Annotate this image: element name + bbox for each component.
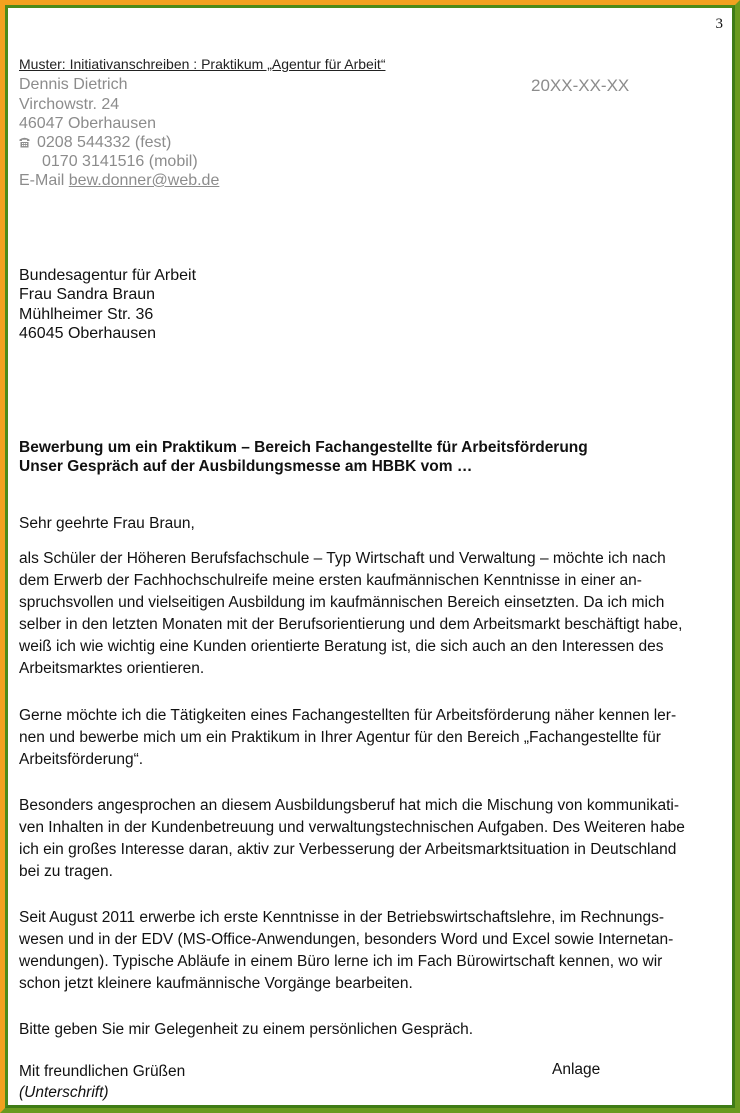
- sender-city: 46047 Oberhausen: [19, 115, 156, 132]
- signature-placeholder: (Unterschrift): [19, 1084, 109, 1101]
- paragraph-line: wendungen). Typische Abläufe in einem Büro lerne ich im Fach Bürowirtschaft kennen, wo wir: [19, 953, 663, 970]
- page-number: 3: [715, 16, 723, 32]
- sender-phone-mobile: 0170 3141516 (mobil): [42, 153, 198, 170]
- paragraph-line: ven Inhalten in der Kundenbetreuung und verwaltungstechnischen Aufgaben. Des Weiteren habe: [19, 819, 685, 836]
- paragraph-line: wesen und in der EDV (MS-Office-Anwendungen, besonders Word und Excel sowie Internetan-: [19, 931, 674, 948]
- salutation: Sehr geehrte Frau Braun,: [19, 515, 195, 532]
- recipient-org: Bundesagentur für Arbeit: [19, 267, 197, 284]
- email-link[interactable]: bew.donner@web.de: [68, 172, 220, 189]
- paragraph-line: selber in den letzten Monaten mit der Berufsorientierung und dem Arbeitsmarkt beschäftigt habe,: [19, 616, 683, 633]
- paragraph-line: Gerne möchte ich die Tätigkeiten eines Fachangestellten für Arbeitsförderung näher kennen ler-: [19, 707, 677, 724]
- paragraph-line: weiß ich wie wichtig eine Kunden orientierte Beratung ist, die sich auch an den Interessen des: [19, 638, 664, 655]
- paragraph-line: schon jetzt kleinere kaufmännische Vorgänge bearbeiten.: [19, 975, 413, 992]
- email-label: E-Mail: [19, 172, 69, 189]
- paragraph-line: Arbeitsförderung“.: [19, 751, 144, 768]
- paragraph-line: Bitte geben Sie mir Gelegenheit zu einem persönlichen Gespräch.: [19, 1021, 474, 1038]
- paragraph-line: bei zu tragen.: [19, 863, 113, 880]
- recipient-city: 46045 Oberhausen: [19, 325, 156, 342]
- letter-date: 20XX-XX-XX: [531, 76, 630, 95]
- recipient-street: Mühlheimer Str. 36: [19, 306, 154, 323]
- paragraph-line: Besonders angesprochen an diesem Ausbildungsberuf hat mich die Mischung von kommunikati-: [19, 797, 679, 814]
- sender-title: Muster: Initiativanschreiben : Praktikum „Agentur für Arbeit“: [19, 56, 386, 72]
- paragraph-line: spruchsvollen und vielseitigen Ausbildung im kaufmännischen Bereich einsetzten. Da ich mich: [19, 594, 665, 611]
- paragraph-line: ich ein großes Interesse daran, aktiv zur Verbesserung der Arbeitsmarktsituation in Deutschland: [19, 841, 677, 858]
- recipient-person: Frau Sandra Braun: [19, 286, 156, 303]
- subject-line-2: Unser Gespräch auf der Ausbildungsmesse am HBBK vom …: [19, 458, 473, 475]
- sender-phone-fixed-line: [19, 133, 171, 152]
- paragraph-line: dem Erwerb der Fachhochschulreife meine ersten kaufmännischen Kenntnisse in einer an-: [19, 572, 642, 589]
- sender-name: Dennis Dietrich: [19, 76, 128, 93]
- letter-page: [13, 13, 727, 1100]
- subject-line-1: Bewerbung um ein Praktikum – Bereich Fachangestellte für Arbeitsförderung: [19, 439, 588, 456]
- paragraph-line: Arbeitsmarktes orientieren.: [19, 660, 205, 677]
- closing-greeting: Mit freundlichen Grüßen: [19, 1063, 186, 1080]
- paragraph-line: Seit August 2011 erwerbe ich erste Kenntnisse in der Betriebswirtschaftslehre, im Rechnungs-: [19, 909, 665, 926]
- sender-street: Virchowstr. 24: [19, 96, 120, 113]
- telephone-icon: [19, 134, 30, 146]
- sender-email-line: [19, 171, 219, 190]
- paragraph-line: als Schüler der Höheren Berufsfachschule – Typ Wirtschaft und Verwaltung – möchte ich nach: [19, 550, 666, 567]
- paragraph-line: nen und bewerbe mich um ein Praktikum in Ihrer Agentur für den Bereich „Fachangestellte für: [19, 729, 661, 746]
- sender-phone-fixed: 0208 544332 (fest): [37, 134, 172, 151]
- attachment-label: Anlage: [552, 1061, 601, 1078]
